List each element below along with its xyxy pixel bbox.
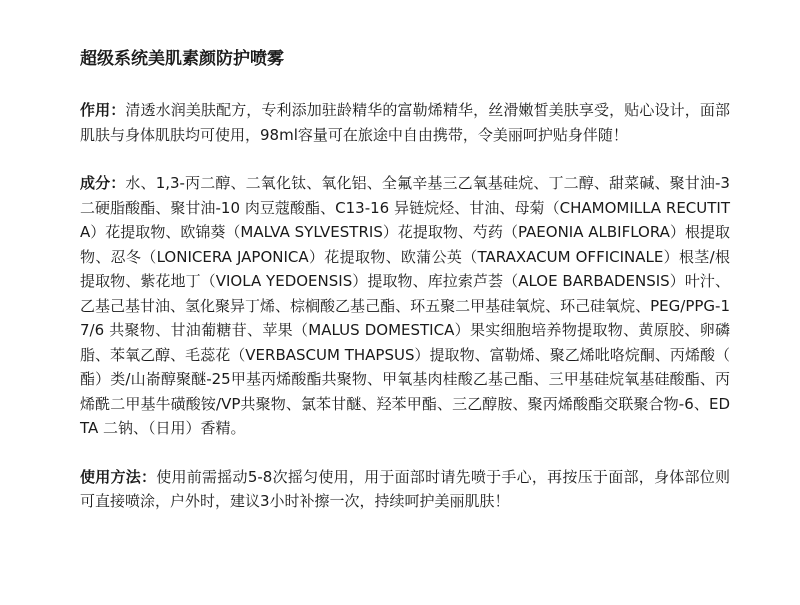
- usage-text: 使用前需摇动5-8次摇匀使用，用于面部时请先喷于手心，再按压于面部，身体部位则可直接喷涂，户外时，建议3小时补擦一次，持续呵护美丽肌肤！: [80, 467, 730, 510]
- product-title: 超级系统美肌素颜防护喷雾: [80, 49, 284, 69]
- usage-section: [80, 465, 730, 514]
- ingredients-text: 水、1,3-丙二醇、二氧化钛、氧化铝、全氟辛基三乙氧基硅烷、丁二醇、甜菜碱、聚甘油-3 二硬脂酸酯、聚甘油-10 肉豆蔻酸酯、C13-16 异链烷烃、甘油、母菊（CHAMOMILLA RECUTITA）花提取物、欧锦葵（MALVA SYLVESTRIS）花提取物、芍药（PAEONIA ALBIFLORA）根提取物、忍冬（LONICERA JAPONICA）花提取物、欧蒲公英（TARAXACUM OFFICINALE）根茎/根提取物、紫花地丁（VIOLA YEDOENSIS）提取物、库拉索芦荟（ALOE BARBADENSIS）叶汁、乙基己基甘油、氢化聚异丁烯、棕榈酸乙基己酯、环五聚二甲基硅氧烷、环己硅氧烷、PEG/PPG-17/6 共聚物、甘油葡糖苷、苹果（MALUS DOMESTICA）果实细胞培养物提取物、黄原胶、卵磷脂、苯氧乙醇、毛蕊花（VERBASCUM THAPSUS）提取物、富勒烯、聚乙烯吡咯烷酮、丙烯酸（酯）类/山嵛醇聚醚-25甲基丙烯酸酯共聚物、甲氧基肉桂酸乙基己酯、三甲基硅烷氧基硅酸酯、丙烯酰二甲基牛磺酸铵/VP共聚物、氯苯甘醚、羟苯甲酯、三乙醇胺、聚丙烯酸酯交联聚合物-6、EDTA 二钠、（日用）香精。: [80, 174, 730, 437]
- effect-text: 清透水润美肤配方，专利添加驻龄精华的富勒烯精华，丝滑嫩皙美肤享受，贴心设计，面部肌肤与身体肌肤均可使用，98ml容量可在旅途中自由携带，令美丽呵护贴身伴随！: [80, 101, 730, 144]
- product-description: [80, 46, 730, 538]
- usage-label: 使用方法：: [80, 467, 157, 486]
- effect-label: 作用：: [80, 101, 126, 119]
- ingredients-label: 成分：: [80, 174, 126, 192]
- effect-section: [80, 98, 730, 147]
- ingredients-section: [80, 171, 730, 441]
